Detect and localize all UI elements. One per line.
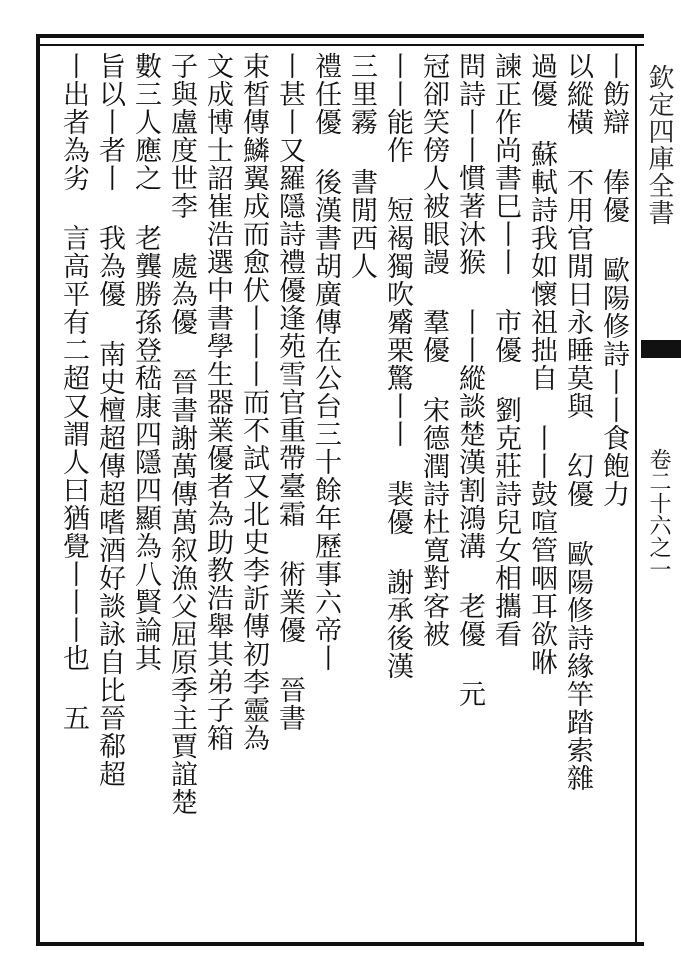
text-column: 丨甚丨又羅隱詩禮優逢苑雪官重帶臺霜 術業優 晉書 [274, 52, 305, 732]
top-rule [40, 44, 644, 46]
book-title: 欽定四庫全書 [644, 64, 674, 226]
text-column: 束皙傳鱗翼成而愈伏丨丨丨而不試又北史李訢傳初李靈為 [238, 52, 269, 752]
text-column: 三里霧 書閒西人 [346, 52, 377, 280]
text-column: 文成博士詔崔浩選中書學生器業優者為助教浩舉其弟子箱 [202, 52, 233, 752]
text-column: 丨出者為劣 言高平有二超又謂人曰猶覺丨丨丨也 五 [58, 52, 89, 732]
text-column: 冠卻笑傍人被眼謾 羣優 宋德潤詩杜寛對客被 [418, 52, 449, 648]
text-column: 諫正作尚書巳丨丨 市優 劉克莊詩兒女相攜看 [490, 52, 521, 648]
text-column: 以縱橫 不用官閒日永睡莫與 幻優 歐陽修詩緣竿踏索雜 [562, 52, 593, 792]
fish-tail-mark [641, 340, 681, 358]
header-column [635, 44, 681, 944]
text-column: 丨丨能作 短褐獨吹觱栗驚丨丨 裴優 謝承後漢 [382, 52, 413, 680]
text-column: 子與盧度世李 處為優 晉書謝萬傳萬叙漁父屈原季主賈誼楚 [166, 52, 197, 816]
text-column: 過優 蘇軾詩我如懷祖拙自 丨丨鼓喧管咽耳欲咻 [526, 52, 557, 676]
text-column: 旨以丨者丨 我為優 南史檀超傳超嗜酒好談詠自比晉郗超 [94, 52, 125, 788]
text-column: 禮任優 後漢書胡廣傳在公台三十餘年歷事六帝丨 [310, 52, 341, 672]
volume-label: 卷二十六之一 [646, 448, 671, 580]
text-column: 丨飭辯 俸優 歐陽修詩丨丨食飽力 [598, 52, 629, 508]
text-column: 問詩丨丨慣著沐猴 丨丨縱談楚漢割鴻溝 老優 元 [454, 52, 485, 708]
text-column: 數三人應之 老龔勝孫登嵇康四隱四顯為八賢論其 [130, 52, 161, 672]
